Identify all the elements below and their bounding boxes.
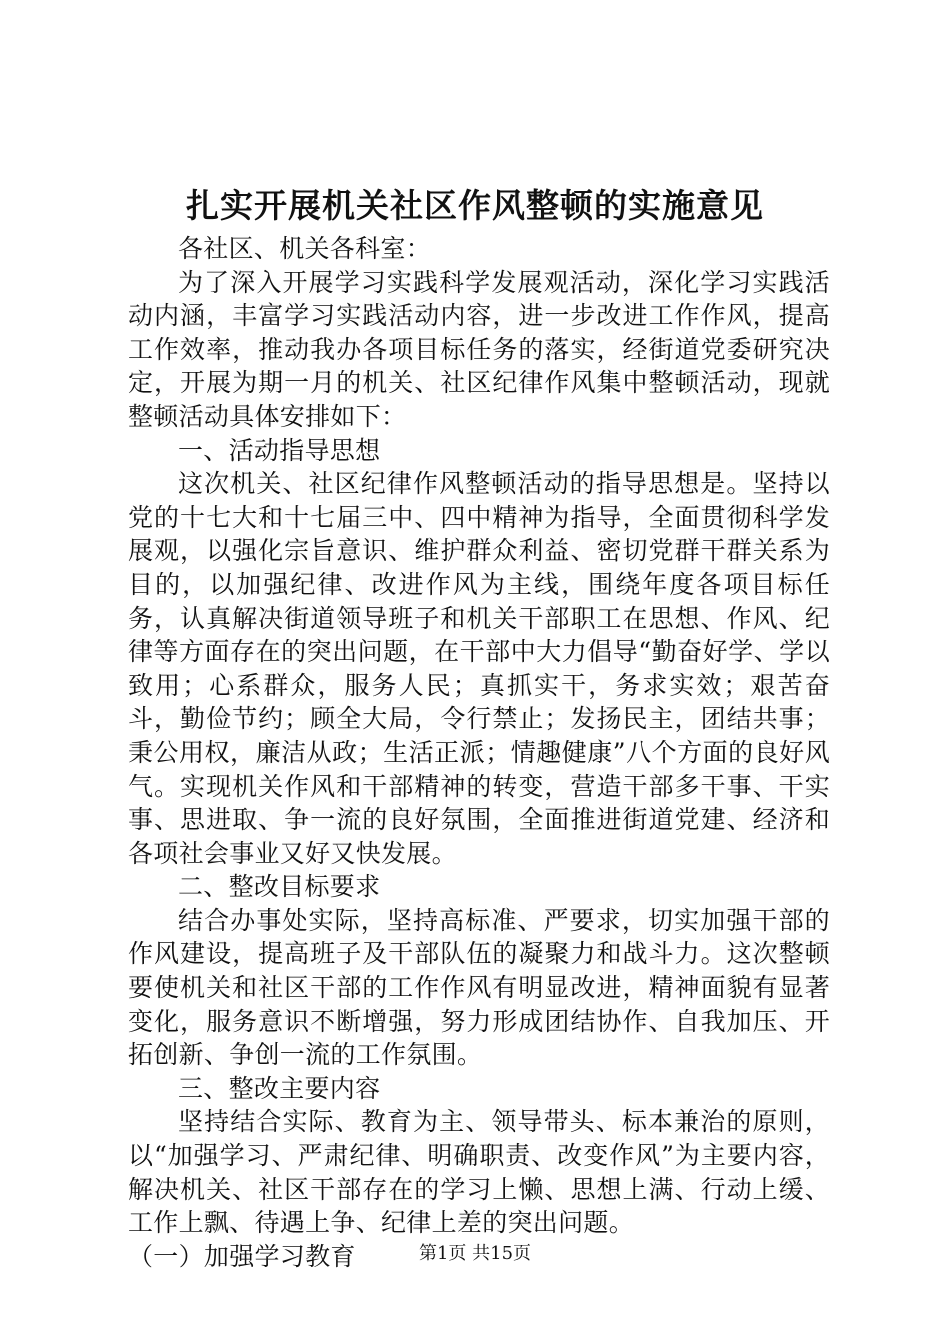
section-heading-1: 一、活动指导思想 (178, 435, 381, 465)
section-body-1: 这次机关、社区纪律作风整顿活动的指导思想是。坚持以党的十七大和十七届三中、四中精神为指导，全面贯彻科学发展观，以强化宗旨意识、维护群众利益、密切党群干群关系为目的，以加强纪律、改进作风为主线，围绕年度各项目标任务，认真解决街道领导班子和机关干部职工在思想、作风、纪律等方面存在的突出问题，在干部中大力倡导“勤奋好学、学以致用；心系群众，服务人民；真抓实干，务求实效；艰苦奋斗，勤俭节约；顾全大局，令行禁止；发扬民主，团结共事；秉公用权，廉洁从政；生活正派；情趣健康”八个方面的良好风气。实现机关作风和干部精神的转变，营造干部多干事、干实事、思进取、争一流的良好氛围，全面推进街道党建、经济和各项社会事业又好又快发展。 (128, 469, 830, 868)
section-body-2: 结合办事处实际，坚持高标准、严要求，切实加强干部的作风建设，提高班子及干部队伍的凝聚力和战斗力。这次整顿要使机关和社区干部的工作作风有明显改进，精神面貌有显著变化，服务意识不断增强，努力形成团结协作、自我加压、开拓创新、争创一流的工作氛围。 (128, 905, 830, 1070)
section-body-3: 坚持结合实际、教育为主、领导带头、标本兼治的原则，以“加强学习、严肃纪律、明确职责、改变作风”为主要内容，解决机关、社区干部存在的学习上懒、思想上满、行动上缓、工作上飘、待遇上争、纪律上差的突出问题。 (128, 1107, 830, 1238)
document-body (128, 232, 830, 1273)
document-title: 扎实开展机关社区作风整顿的实施意见 (186, 186, 764, 225)
subsection-heading-1: （一）加强学习教育 (128, 1241, 356, 1271)
section-heading-2: 二、整改目标要求 (178, 872, 381, 902)
salutation: 各社区、机关各科室： (178, 234, 432, 263)
page-footer: 第1页 共15页 (418, 1243, 532, 1264)
intro-paragraph: 为了深入开展学习实践科学发展观活动，深化学习实践活动内涵，丰富学习实践活动内容，进一步改进工作作风，提高工作效率，推动我办各项目标任务的落实，经街道党委研究决定，开展为期一月的机关、社区纪律作风集中整顿活动，现就整顿活动具体安排如下： (128, 267, 830, 431)
section-heading-3: 三、整改主要内容 (178, 1073, 381, 1103)
